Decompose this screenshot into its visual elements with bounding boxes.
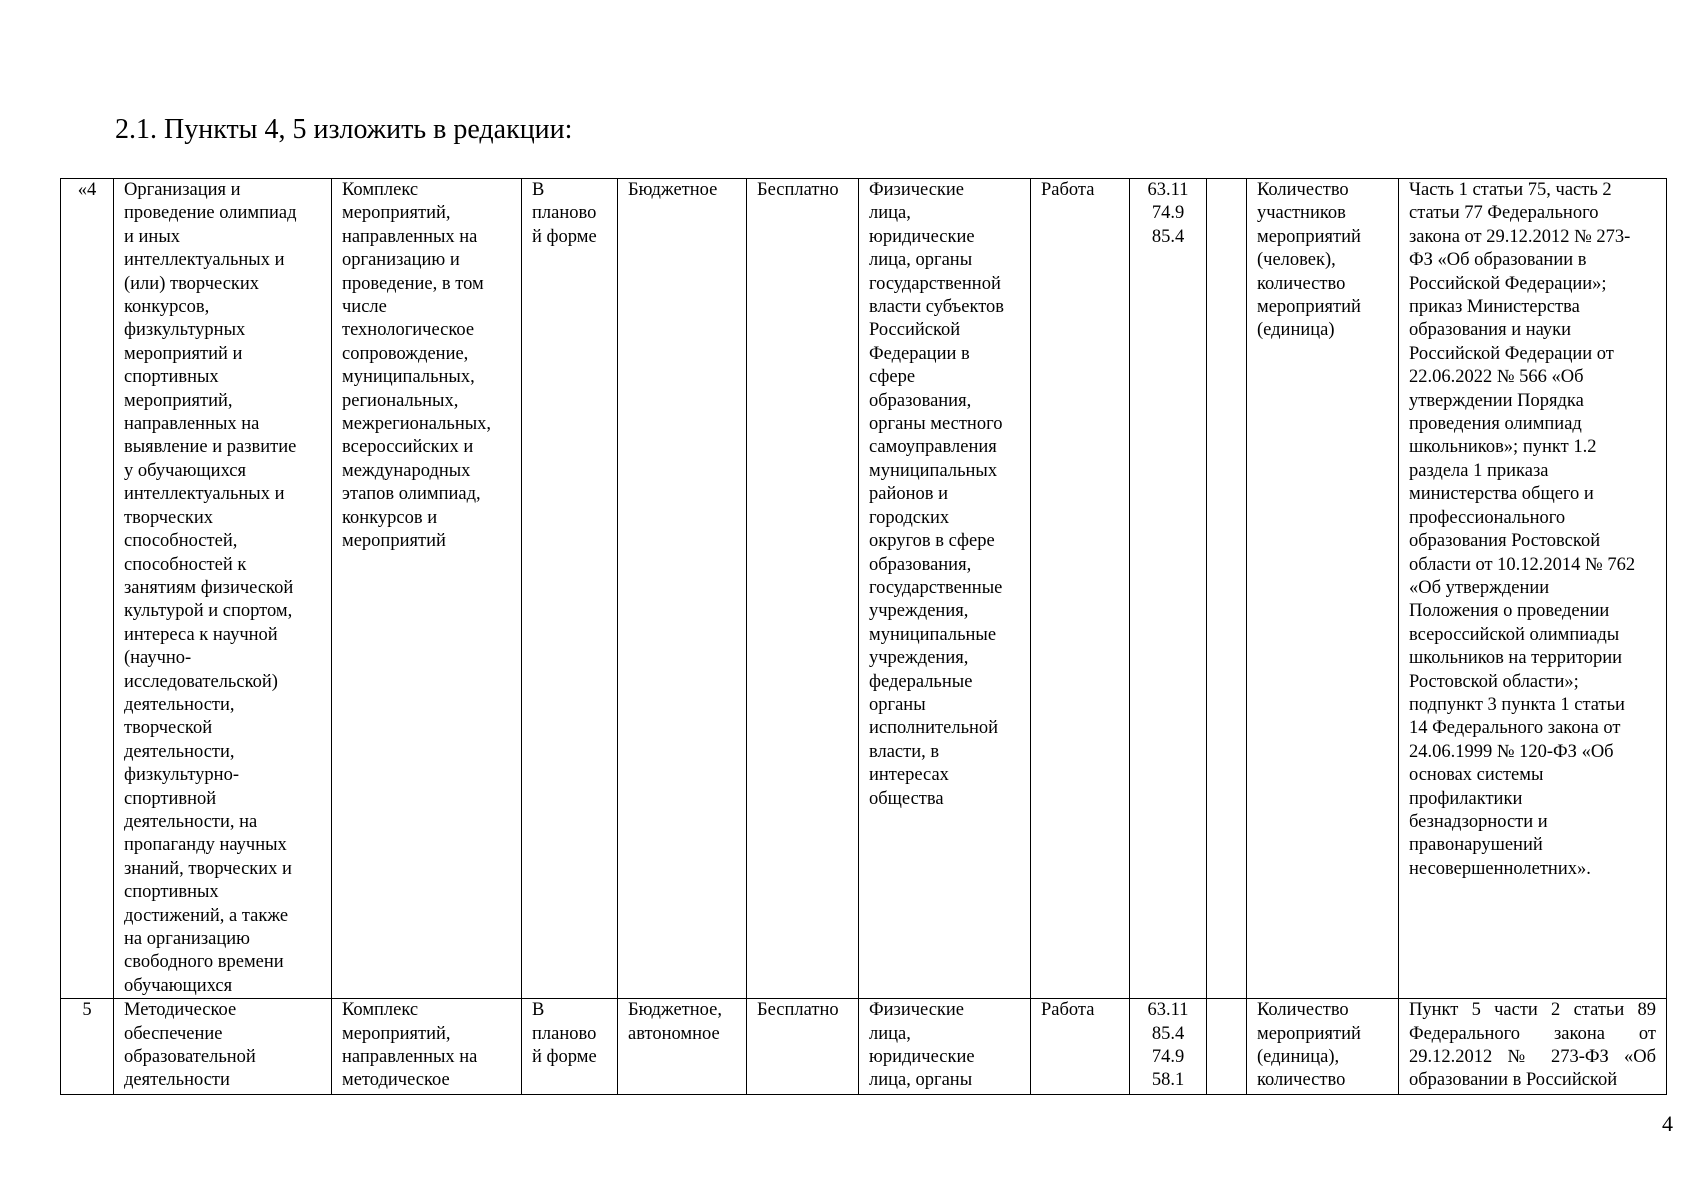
page-number: 4 [1662,1111,1673,1136]
empty-cell [1207,999,1247,1095]
payment-cell: Бесплатно [747,999,859,1095]
service-content-cell: Комплекс мероприятий, направленных на методическое [332,999,522,1095]
table-row [61,999,1667,1095]
table-row [61,179,1667,999]
legal-basis-cell: Пункт 5 части 2 статьи 89 Федерального закона от 29.12.2012 № 273-ФЗ «Об образовании в Российской [1399,999,1667,1095]
indicators-cell: Количество мероприятий (единица), количество [1247,999,1399,1095]
consumers-cell: Физические лица, юридические лица, органы государственной власти субъектов Российской Федерации в сфере образования, органы местного самоуправления муниципальных районов и городских округов в сфере образования, государственные учреждения, муниципальные учреждения, федеральные органы исполнительной власти, в интересах общества [859,179,1031,999]
service-content-cell: Комплекс мероприятий, направленных на организацию и проведение, в том числе технологическое сопровождение, муниципальных, региональных, межрегиональных, всероссийских и международных этапов олимпиад, конкурсов и мероприятий [332,179,522,999]
service-name-cell: Методическое обеспечение образовательной деятельности [114,999,332,1095]
row-number-cell: 5 [61,999,114,1095]
work-type-cell: Работа [1031,999,1130,1095]
service-form-cell: В планово й форме [522,179,618,999]
indicators-cell: Количество участников мероприятий (человек), количество мероприятий (единица) [1247,179,1399,999]
institution-type-cell: Бюджетное, автономное [618,999,747,1095]
row-number-cell: «4 [61,179,114,999]
work-type-cell: Работа [1031,179,1130,999]
consumers-cell: Физические лица, юридические лица, органы [859,999,1031,1095]
service-form-cell: В планово й форме [522,999,618,1095]
institution-type-cell: Бюджетное [618,179,747,999]
section-heading: 2.1. Пункты 4, 5 изложить в редакции: [115,114,573,145]
payment-cell: Бесплатно [747,179,859,999]
legal-basis-cell: Часть 1 статьи 75, часть 2 статьи 77 Федерального закона от 29.12.2012 № 273- ФЗ «Об образовании в Российской Федерации»; приказ Министерства образования и науки Российской Федерации от 22.06.2022 № 566 «Об утверждении Порядка проведения олимпиад школьников»; пункт 1.2 раздела 1 приказа министерства общего и профессионального образования Ростовской области от 10.12.2014 № 762 «Об утверждении Положения о проведении всероссийской олимпиады школьников на территории Ростовской области»; подпункт 3 пункта 1 статьи 14 Федерального закона от 24.06.1999 № 120-ФЗ «Об основах системы профилактики безнадзорности и правонарушений несовершеннолетних». [1399,179,1667,999]
service-name-cell: Организация и проведение олимпиад и иных интеллектуальных и (или) творческих конкурсов, физкультурных мероприятий и спортивных мероприятий, направленных на выявление и развитие у обучающихся интеллектуальных и творческих способностей, способностей к занятиям физической культурой и спортом, интереса к научной (научно- исследовательской) деятельности, творческой деятельности, физкультурно- спортивной деятельности, на пропаганду научных знаний, творческих и спортивных достижений, а также на организацию свободного времени обучающихся [114,179,332,999]
okved-codes-cell: 63.11 74.9 85.4 [1130,179,1207,999]
okved-codes-cell: 63.11 85.4 74.9 58.1 [1130,999,1207,1095]
empty-cell [1207,179,1247,999]
services-table [60,178,1667,1095]
